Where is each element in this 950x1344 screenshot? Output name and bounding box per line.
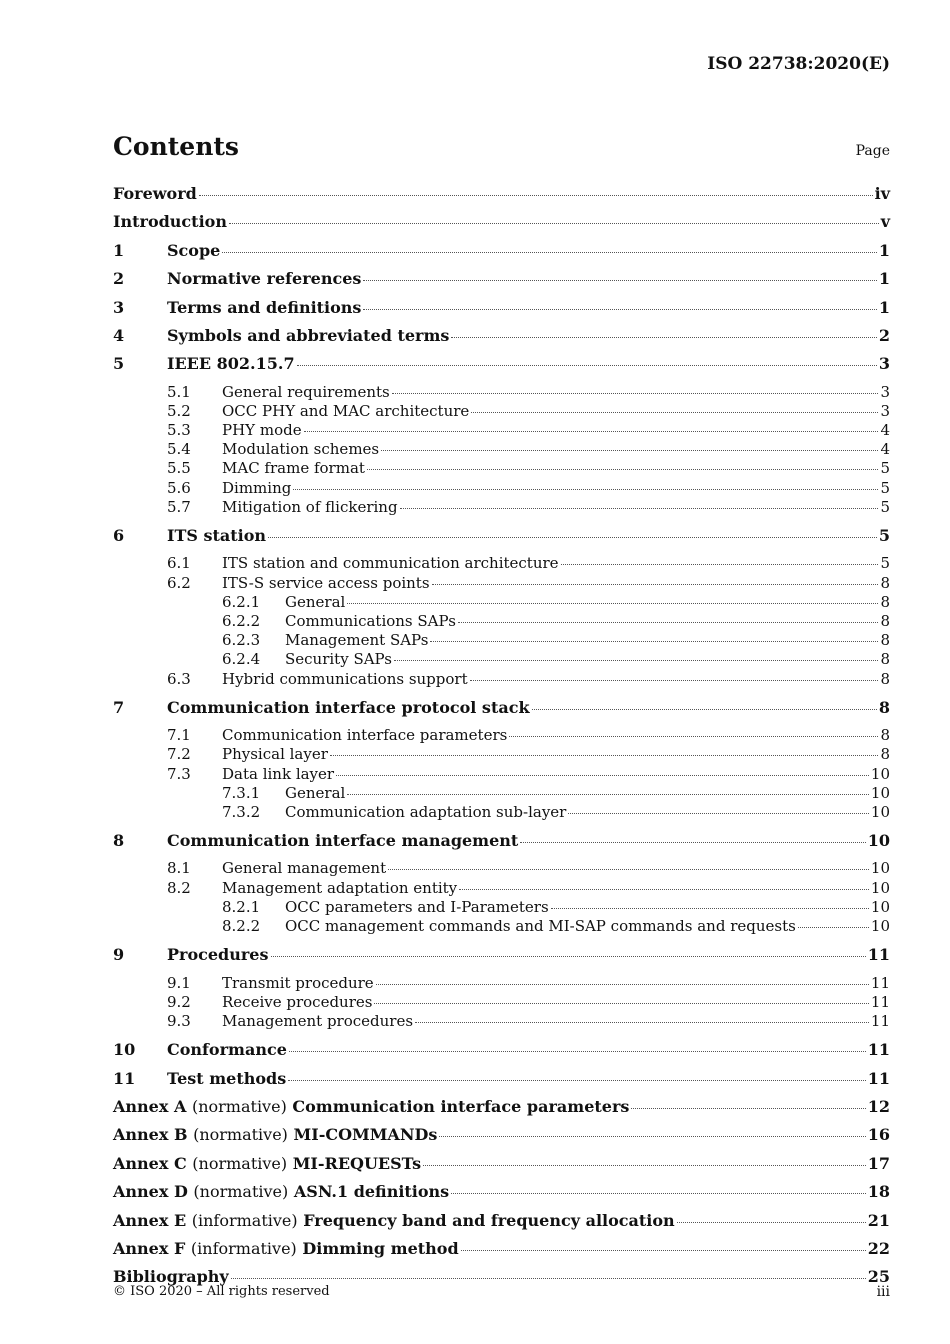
toc-entry-label: OCC PHY and MAC architecture [222, 401, 470, 420]
dot-leader [363, 280, 876, 281]
dot-leader [347, 794, 869, 795]
toc-entry[interactable] [113, 1012, 890, 1031]
toc-entry-label: Data link layer [222, 764, 335, 783]
annex-title: MI-REQUESTs [292, 1153, 422, 1173]
toc-entry-label: OCC management commands and MI-SAP commands and requests [285, 917, 796, 936]
toc-entry[interactable] [113, 574, 890, 593]
toc-entry[interactable] [113, 402, 890, 421]
toc-entry-number: 3 [113, 297, 125, 317]
toc-entry-number: 4 [113, 325, 125, 345]
toc-entry-page: 1 [878, 297, 890, 317]
toc-entry[interactable] [113, 1125, 890, 1153]
dot-leader [551, 908, 869, 909]
toc-entry[interactable] [113, 898, 890, 917]
toc-entry-page: 8 [878, 697, 890, 717]
dot-leader [288, 1080, 866, 1081]
toc-entry[interactable] [113, 440, 890, 459]
dot-leader [231, 1278, 866, 1279]
toc-entry-page: 10 [870, 783, 890, 802]
toc-entry-number: 6.2.1 [222, 592, 261, 611]
toc-entry[interactable] [113, 1182, 890, 1210]
toc-entry-page: 1 [878, 269, 890, 289]
dot-leader [459, 889, 869, 890]
toc-entry-label: Symbols and abbreviated terms [167, 325, 450, 345]
toc-entry-number: 6 [113, 526, 125, 546]
toc-entry-number: 6.3 [167, 669, 191, 688]
toc-entry-number: 2 [113, 269, 125, 289]
dot-leader [347, 603, 878, 604]
toc-entry-page: 10 [870, 859, 890, 878]
toc-entry-number: 6.2.3 [222, 631, 261, 650]
page-number: iii [876, 1284, 890, 1300]
dot-leader [520, 842, 865, 843]
toc-entry-label [113, 1211, 675, 1230]
dot-leader [568, 813, 869, 814]
toc-entry-label: Scope [167, 240, 221, 260]
toc-entry-label: Transmit procedure [222, 973, 374, 992]
toc-entry[interactable] [113, 859, 890, 878]
toc-entry[interactable] [113, 269, 890, 297]
toc-entry-label: Communication adaptation sub-layer [285, 802, 567, 821]
toc-entry-label: Receive procedures [222, 992, 373, 1011]
annex-kind: (informative) [190, 1238, 297, 1258]
toc-entry-number: 6.2 [167, 573, 191, 592]
annex-id: Annex E [113, 1210, 187, 1230]
annex-kind: (normative) [193, 1125, 288, 1145]
contents-heading-row [113, 132, 890, 166]
toc-entry-number: 9 [113, 945, 125, 965]
toc-entry[interactable] [113, 526, 890, 554]
toc-entry[interactable] [113, 1239, 890, 1267]
toc-entry-page: 4 [880, 440, 890, 459]
toc-entry-page: 10 [870, 897, 890, 916]
toc-entry-label: Procedures [167, 945, 269, 965]
toc-entry[interactable] [113, 803, 890, 822]
toc-entry-page: 8 [880, 612, 890, 630]
dot-leader [394, 660, 879, 661]
toc-entry-label [113, 1154, 421, 1173]
annex-title: Dimming method [302, 1238, 459, 1258]
toc-entry-number: 7.3.1 [222, 783, 261, 802]
toc-entry-page: 10 [870, 802, 890, 821]
toc-entry[interactable] [113, 974, 890, 993]
toc-entry-label: MAC frame format [222, 459, 365, 478]
toc-entry-number: 6.2.2 [222, 612, 261, 630]
toc-entry[interactable] [113, 498, 890, 517]
toc-entry[interactable] [113, 784, 890, 803]
toc-entry-page: 8 [880, 650, 890, 669]
toc-entry-label: General requirements [222, 382, 390, 401]
toc-entry[interactable] [113, 726, 890, 745]
toc-entry-page: 1 [878, 240, 890, 260]
dot-leader [381, 450, 878, 451]
toc-entry-label: Management adaptation entity [222, 878, 458, 897]
toc-entry[interactable] [113, 383, 890, 402]
toc-entry-label: Test methods [167, 1068, 287, 1088]
toc-entry-page: 8 [880, 592, 890, 611]
toc-entry-page: 3 [880, 401, 890, 420]
toc-entry-label: Physical layer [222, 745, 328, 764]
toc-entry-number: 5.4 [167, 440, 191, 459]
toc-entry-label: Hybrid communications support [222, 669, 468, 688]
toc-entry[interactable] [113, 184, 890, 212]
dot-leader [289, 1051, 866, 1052]
toc-entry-number: 8.2.1 [222, 897, 261, 916]
dot-leader [363, 309, 876, 310]
toc-entry-page: 10 [870, 878, 890, 897]
toc-entry-label [113, 1125, 437, 1144]
dot-leader [461, 1250, 866, 1251]
toc-entry-label: Introduction [113, 212, 227, 232]
dot-leader [297, 365, 877, 366]
toc-entry-label: Bibliography [113, 1267, 229, 1287]
toc-entry-page: 17 [867, 1153, 890, 1173]
dot-leader [336, 775, 869, 776]
toc-entry-number: 8.2.2 [222, 917, 261, 936]
toc-entry[interactable] [113, 698, 890, 726]
contents-title: Contents [113, 132, 240, 161]
toc-entry-label: Security SAPs [285, 650, 392, 669]
dot-leader [432, 584, 879, 585]
toc-entry[interactable] [113, 459, 890, 478]
toc-entry-number: 7.3.2 [222, 802, 261, 821]
toc-entry-number: 5.5 [167, 459, 191, 478]
toc-entry-label: PHY mode [222, 421, 302, 440]
dot-leader [470, 680, 879, 681]
toc-entry-page: 5 [880, 554, 890, 573]
toc-entry-page: 11 [870, 1011, 890, 1030]
toc-entry[interactable] [113, 917, 890, 936]
dot-leader [374, 1003, 868, 1004]
toc-entry-label: Communication interface management [167, 831, 519, 851]
toc-entry-page: 4 [880, 421, 890, 440]
toc-entry[interactable] [113, 612, 890, 631]
toc-entry-number: 9.2 [167, 992, 191, 1011]
copyright-notice: © ISO 2020 – All rights reserved [113, 1284, 330, 1299]
dot-leader [798, 927, 869, 928]
dot-leader [388, 869, 869, 870]
annex-kind: (normative) [192, 1153, 288, 1173]
toc-entry-page: 21 [867, 1210, 890, 1230]
toc-entry-number: 7 [113, 697, 125, 717]
toc-entry-number: 5.3 [167, 421, 191, 440]
annex-kind: (normative) [193, 1182, 289, 1202]
toc-entry-label: OCC parameters and I-Parameters [285, 897, 549, 916]
toc-entry-number: 5 [113, 354, 125, 374]
toc-entry-number: 5.2 [167, 401, 191, 420]
toc-entry-page: 8 [880, 745, 890, 764]
toc-entry-label: Communication interface protocol stack [167, 697, 530, 717]
toc-entry[interactable] [113, 1040, 890, 1068]
toc-entry-number: 10 [113, 1040, 136, 1060]
toc-entry-page: 18 [867, 1182, 890, 1202]
annex-title: MI-COMMANDs [293, 1125, 438, 1145]
toc-entry-label [113, 1239, 459, 1258]
annex-title: ASN.1 definitions [293, 1182, 450, 1202]
toc-entry[interactable] [113, 593, 890, 612]
toc-entry-page: 5 [878, 526, 890, 546]
toc-entry-label [113, 1182, 449, 1201]
toc-entry-number: 6.2.4 [222, 650, 261, 669]
dot-leader [458, 622, 879, 623]
dot-leader [471, 412, 878, 413]
toc-entry-number: 1 [113, 240, 125, 260]
dot-leader [561, 564, 879, 565]
annex-id: Annex A [113, 1096, 187, 1116]
dot-leader [222, 252, 877, 253]
annex-id: Annex F [113, 1238, 186, 1258]
toc-entry-number: 8.1 [167, 859, 191, 878]
dot-leader [392, 393, 879, 394]
toc-entry-number: 5.6 [167, 478, 191, 497]
toc-entry-page: iv [874, 184, 890, 203]
dot-leader [509, 736, 878, 737]
toc-entry-page: 25 [867, 1267, 890, 1287]
toc-entry[interactable] [113, 650, 890, 669]
toc-entry-page: 2 [878, 325, 890, 345]
annex-kind: (normative) [191, 1096, 287, 1116]
document-id: ISO 22738:2020(E) [707, 54, 890, 74]
toc-entry-page: 5 [880, 497, 890, 516]
toc-entry-page: 8 [880, 631, 890, 650]
dot-leader [199, 195, 873, 196]
toc-entry-label: General management [222, 859, 387, 878]
toc-entry-page: 11 [870, 992, 890, 1011]
annex-id: Annex D [113, 1182, 188, 1202]
toc-entry-label: ITS station [167, 526, 267, 546]
toc-entry-number: 8.2 [167, 878, 191, 897]
toc-entry-label: Communications SAPs [285, 612, 456, 630]
toc-entry-label: General [285, 783, 346, 802]
table-of-contents [113, 184, 890, 1296]
dot-leader [415, 1022, 869, 1023]
toc-entry[interactable] [113, 1154, 890, 1182]
toc-entry-number: 5.7 [167, 497, 191, 516]
dot-leader [451, 337, 876, 338]
toc-entry-number: 7.2 [167, 745, 191, 764]
toc-entry[interactable] [113, 298, 890, 326]
toc-entry[interactable] [113, 945, 890, 973]
toc-entry-label: Conformance [167, 1040, 287, 1060]
toc-entry[interactable] [113, 745, 890, 764]
toc-entry-number: 7.1 [167, 726, 191, 745]
toc-entry[interactable] [113, 212, 890, 240]
toc-entry-page: v [880, 212, 890, 232]
toc-entry[interactable] [113, 421, 890, 440]
toc-entry-page: 10 [867, 831, 890, 851]
dot-leader [229, 223, 879, 224]
toc-entry-page: 8 [880, 726, 890, 745]
toc-entry-page: 8 [880, 573, 890, 592]
dot-leader [439, 1136, 865, 1137]
toc-entry-number: 6.1 [167, 554, 191, 573]
toc-entry-label: Modulation schemes [222, 440, 380, 459]
annex-kind: (informative) [191, 1210, 298, 1230]
toc-entry-page: 12 [867, 1096, 890, 1116]
toc-entry-page: 22 [867, 1238, 890, 1258]
toc-entry-page: 10 [870, 917, 890, 936]
toc-entry-page: 5 [880, 478, 890, 497]
toc-entry-label: Mitigation of flickering [222, 497, 398, 516]
dot-leader [423, 1165, 866, 1166]
dot-leader [330, 755, 879, 756]
toc-entry[interactable] [113, 554, 890, 573]
toc-entry-label: Management SAPs [285, 631, 429, 650]
toc-entry-number: 8 [113, 831, 125, 851]
toc-entry-label: IEEE 802.15.7 [167, 354, 295, 374]
toc-entry[interactable] [113, 1069, 890, 1097]
toc-entry-page: 11 [870, 973, 890, 992]
toc-entry[interactable] [113, 1097, 890, 1125]
toc-entry-page: 3 [878, 354, 890, 374]
toc-entry[interactable] [113, 326, 890, 354]
toc-entry-page: 5 [880, 459, 890, 478]
dot-leader [304, 431, 879, 432]
toc-entry[interactable] [113, 993, 890, 1012]
toc-entry-number: 9.1 [167, 973, 191, 992]
toc-entry[interactable] [113, 354, 890, 382]
toc-entry-label: Dimming [222, 478, 292, 497]
dot-leader [430, 641, 878, 642]
toc-entry-label: Management procedures [222, 1011, 414, 1030]
annex-id: Annex B [113, 1125, 188, 1145]
toc-entry-page: 8 [880, 669, 890, 688]
dot-leader [367, 469, 879, 470]
annex-title: Communication interface parameters [292, 1096, 630, 1116]
toc-entry[interactable] [113, 1211, 890, 1239]
annex-id: Annex C [113, 1153, 187, 1173]
dot-leader [268, 537, 877, 538]
dot-leader [451, 1193, 866, 1194]
toc-entry[interactable] [113, 670, 890, 689]
toc-entry-label: Normative references [167, 269, 362, 289]
toc-entry[interactable] [113, 241, 890, 269]
toc-entry-page: 11 [867, 1068, 890, 1088]
toc-entry-number: 5.1 [167, 382, 191, 401]
dot-leader [677, 1222, 866, 1223]
toc-entry[interactable] [113, 879, 890, 898]
dot-leader [400, 508, 879, 509]
toc-entry-label: ITS-S service access points [222, 573, 430, 592]
dot-leader [376, 984, 869, 985]
dot-leader [271, 956, 866, 957]
toc-entry-number: 7.3 [167, 764, 191, 783]
toc-entry-page: 11 [867, 945, 890, 965]
annex-title: Frequency band and frequency allocation [303, 1210, 675, 1230]
toc-entry[interactable] [113, 831, 890, 859]
toc-entry-number: 11 [113, 1068, 136, 1088]
toc-entry-label: Communication interface parameters [222, 726, 508, 745]
page-column-heading: Page [855, 143, 890, 159]
toc-entry-label: General [285, 592, 346, 611]
toc-entry[interactable] [113, 631, 890, 650]
dot-leader [532, 709, 877, 710]
toc-entry[interactable] [113, 765, 890, 784]
toc-entry-label: ITS station and communication architecture [222, 554, 559, 573]
toc-entry-page: 16 [867, 1125, 890, 1145]
toc-entry-label: Terms and definitions [167, 297, 362, 317]
toc-entry-label: Foreword [113, 184, 197, 203]
dot-leader [293, 489, 878, 490]
toc-entry-label [113, 1097, 629, 1116]
toc-entry[interactable] [113, 479, 890, 498]
toc-entry-number: 9.3 [167, 1011, 191, 1030]
toc-entry-page: 3 [880, 382, 890, 401]
toc-entry-page: 10 [870, 764, 890, 783]
dot-leader [631, 1108, 865, 1109]
toc-entry-page: 11 [867, 1040, 890, 1060]
